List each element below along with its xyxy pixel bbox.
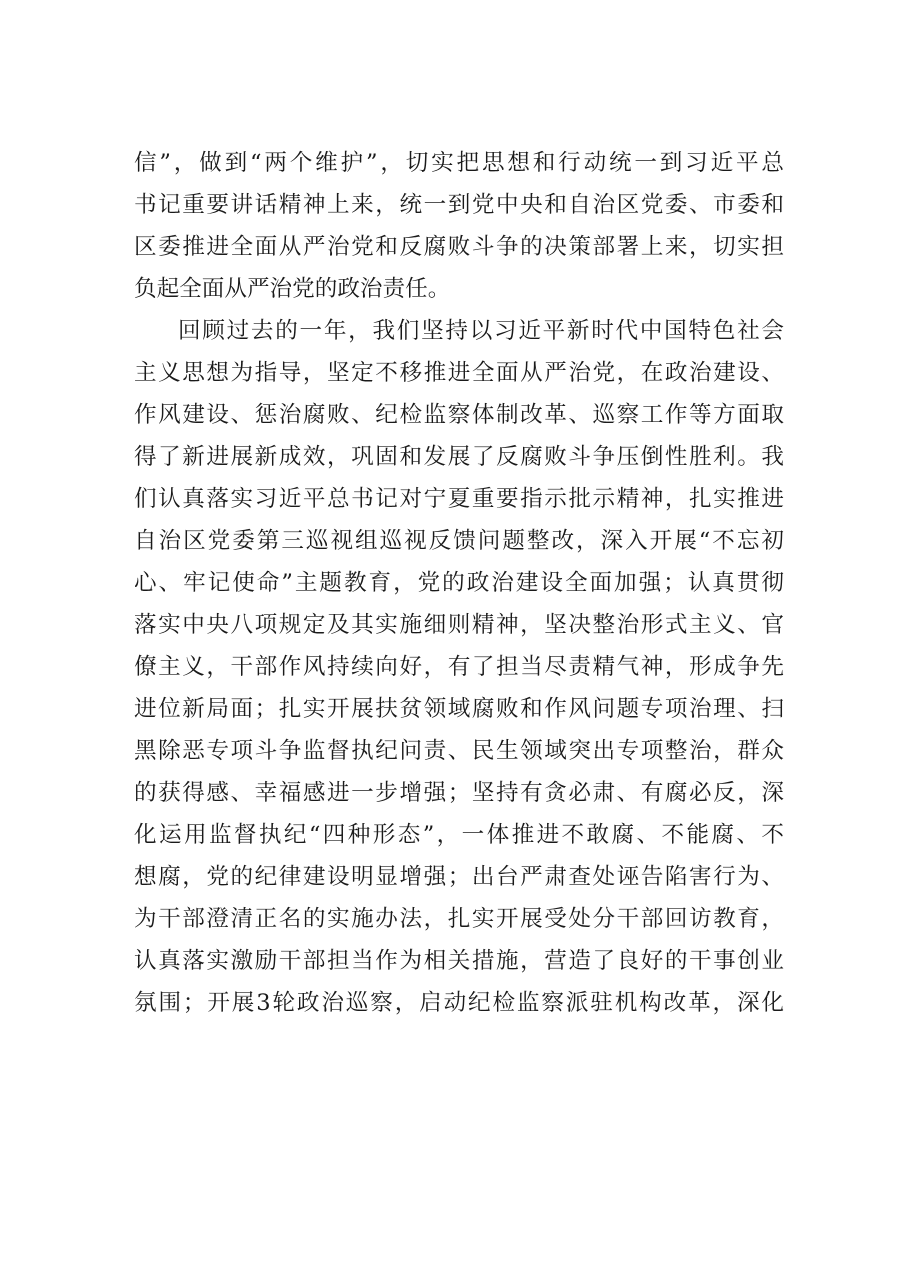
text-line: 作风建设、惩治腐败、纪检监察体制改革、巡察工作等方面取 [134, 402, 784, 428]
text-line: 的获得感、幸福感进一步增强；坚持有贪必肃、有腐必反，深 [134, 780, 784, 806]
text-line: 信”，做到“两个维护”，切实把思想和行动统一到习近平总 [134, 150, 784, 176]
text-line: 书记重要讲话精神上来，统一到党中央和自治区党委、市委和 [134, 192, 784, 218]
text-line: 化运用监督执纪“四种形态”，一体推进不敢腐、不能腐、不 [134, 822, 784, 848]
text-line: 僚主义，干部作风持续向好，有了担当尽责精气神，形成争先 [134, 654, 784, 680]
text-line: 为干部澄清正名的实施办法，扎实开展受处分干部回访教育， [134, 906, 784, 932]
text-line: 们认真落实习近平总书记对宁夏重要指示批示精神，扎实推进 [134, 486, 784, 512]
text-line: 认真落实激励干部担当作为相关措施，营造了良好的干事创业 [134, 948, 784, 974]
text-line: 负起全面从严治党的政治责任。 [134, 276, 451, 302]
text-line: 得了新进展新成效，巩固和发展了反腐败斗争压倒性胜利。我 [134, 444, 784, 470]
text-line: 氛围；开展3轮政治巡察，启动纪检监察派驻机构改革，深化 [134, 990, 784, 1016]
text-line: 落实中央八项规定及其实施细则精神，坚决整治形式主义、官 [134, 612, 784, 638]
text-line: 区委推进全面从严治党和反腐败斗争的决策部署上来，切实担 [134, 234, 784, 260]
body-text [134, 142, 784, 1024]
paragraph-first-line: 回顾过去的一年，我们坚持以习近平新时代中国特色社会 [178, 318, 784, 344]
text-line: 心、牢记使命”主题教育，党的政治建设全面加强；认真贯彻 [134, 570, 784, 596]
text-line: 想腐，党的纪律建设明显增强；出台严肃查处诬告陷害行为、 [134, 864, 784, 890]
text-line: 主义思想为指导，坚定不移推进全面从严治党，在政治建设、 [134, 360, 784, 386]
text-line: 自治区党委第三巡视组巡视反馈问题整改，深入开展“不忘初 [134, 528, 784, 554]
text-line: 黑除恶专项斗争监督执纪问责、民生领域突出专项整治，群众 [134, 738, 784, 764]
text-line: 进位新局面；扎实开展扶贫领域腐败和作风问题专项治理、扫 [134, 696, 784, 722]
